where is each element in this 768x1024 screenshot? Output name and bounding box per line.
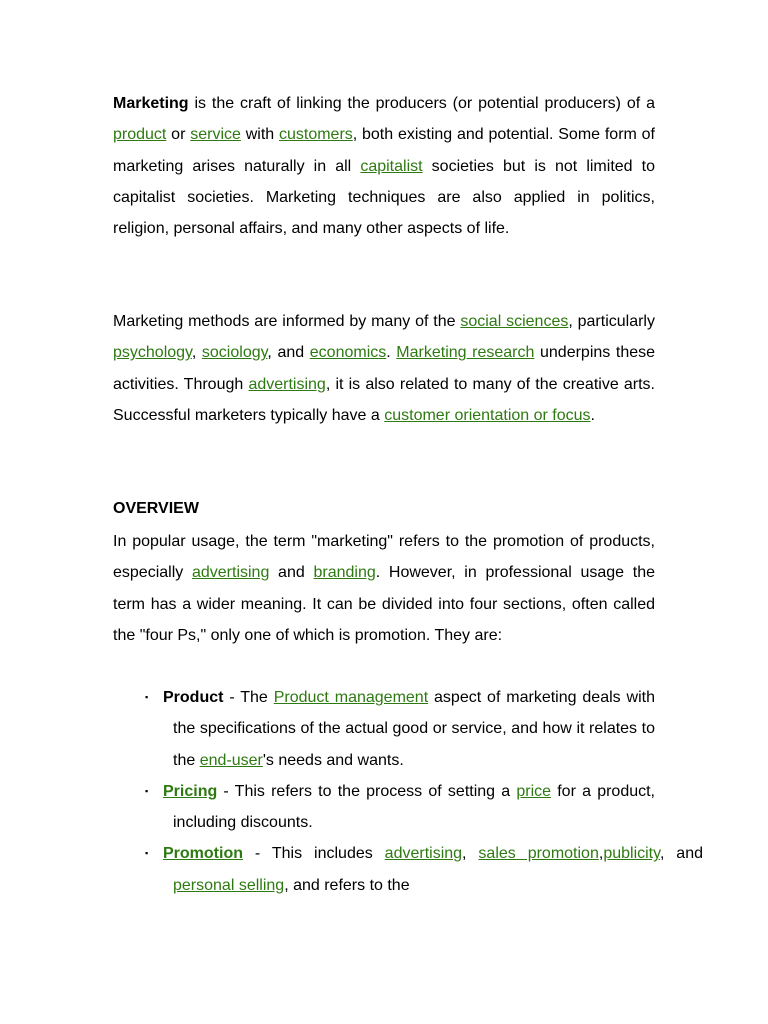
- link-sales-promotion[interactable]: sales promotion: [478, 845, 599, 863]
- link-economics[interactable]: economics: [309, 344, 387, 362]
- bullet-icon: ▪: [145, 692, 149, 702]
- methods-text-4: , and: [267, 344, 310, 362]
- product-text-2: aspect of marketing deals with the specifications of the actual good or service, and how it relates to the: [173, 689, 655, 769]
- intro-text-1: is the craft of linking the producers (or potential producers) of a: [188, 95, 655, 112]
- promotion-text-5: , and refers to the: [284, 876, 410, 894]
- overview-text-1: In popular usage, the term "marketing" refers to the promotion of products, especially: [113, 533, 655, 582]
- product-label: Product: [163, 689, 224, 706]
- promotion-text-4: , and: [659, 845, 704, 863]
- marketing-term: Marketing: [113, 95, 189, 112]
- link-capitalist[interactable]: capitalist: [360, 157, 423, 175]
- methods-text-8: .: [590, 406, 595, 424]
- overview-text-3: . However, in professional usage the term has a wider meaning. It can be divided into four sections, often called the "four Ps," only one of which is promotion. They are:: [113, 564, 655, 644]
- methods-text-1: Marketing methods are informed by many of the: [113, 313, 461, 330]
- pricing-text-2: for a product, including discounts.: [173, 782, 655, 832]
- methods-text-2: , particularly: [568, 313, 655, 330]
- promotion-text-3: ,: [598, 845, 604, 863]
- link-advertising-overview[interactable]: advertising: [191, 564, 270, 582]
- link-customer-orientation[interactable]: customer orientation or focus: [384, 406, 591, 424]
- list-item-promotion: [145, 838, 704, 901]
- overview-heading: OVERVIEW: [113, 500, 199, 517]
- link-service[interactable]: service: [190, 126, 241, 144]
- link-product-management[interactable]: Product management: [273, 689, 429, 706]
- promotion-text-1: - This includes: [243, 845, 385, 863]
- link-price[interactable]: price: [516, 782, 552, 800]
- link-advertising[interactable]: advertising: [248, 375, 326, 393]
- list-item-pricing: [145, 776, 655, 839]
- link-customers[interactable]: customers: [278, 126, 353, 144]
- link-advertising-promotion[interactable]: advertising: [384, 845, 463, 863]
- pricing-text-1: - This refers to the process of setting a: [217, 782, 517, 800]
- promotion-text-2: ,: [462, 845, 479, 863]
- link-pricing[interactable]: Pricing: [163, 782, 218, 800]
- methods-text-7: , it is also related to many of the creative arts. Successful marketers typically have a: [113, 375, 656, 424]
- link-product[interactable]: product: [113, 126, 167, 144]
- methods-text-3: ,: [191, 344, 202, 362]
- intro-text-4: , both existing and potential. Some form of marketing arises naturally in all: [113, 126, 655, 175]
- link-branding[interactable]: branding: [313, 564, 376, 582]
- intro-paragraph: [113, 88, 655, 244]
- methods-paragraph: [113, 306, 655, 431]
- link-publicity[interactable]: publicity: [603, 845, 660, 863]
- link-end-user[interactable]: end-user: [199, 751, 263, 769]
- intro-text-2: or: [166, 126, 191, 144]
- intro-text-3: with: [240, 126, 279, 144]
- product-text-3: 's needs and wants.: [262, 751, 404, 769]
- overview-text-2: and: [269, 564, 314, 582]
- list-item-product: [145, 682, 655, 776]
- link-social-sciences[interactable]: social sciences: [460, 313, 569, 330]
- bullet-icon: ▪: [145, 848, 149, 859]
- link-psychology[interactable]: psychology: [113, 344, 192, 362]
- overview-paragraph: [113, 526, 655, 651]
- methods-text-6: underpins these activities. Through: [113, 344, 656, 393]
- link-promotion[interactable]: Promotion: [163, 845, 243, 863]
- link-sociology[interactable]: sociology: [201, 344, 268, 362]
- methods-text-5: .: [386, 344, 397, 362]
- link-personal-selling[interactable]: personal selling: [173, 876, 285, 894]
- four-ps-list: [145, 682, 704, 901]
- bullet-icon: ▪: [145, 785, 149, 796]
- intro-text-5: societies but is not limited to capitalist societies. Marketing techniques are also applied in politics, religion, personal affairs, and many other aspects of life.: [113, 157, 655, 238]
- product-text-1: - The: [223, 689, 274, 706]
- link-marketing-research[interactable]: Marketing research: [396, 344, 535, 362]
